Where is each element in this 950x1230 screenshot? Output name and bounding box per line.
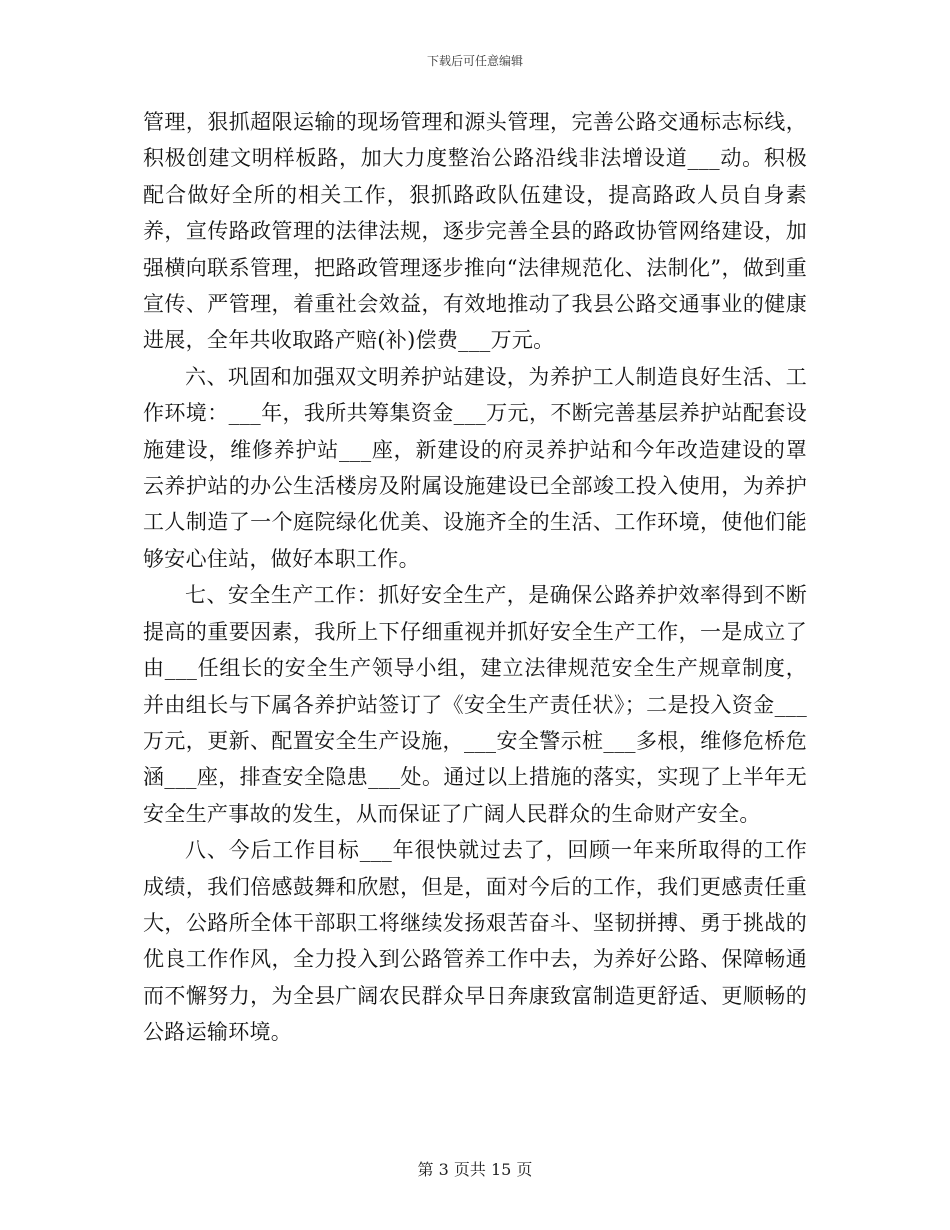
paragraph-safety-production: 七、安全生产工作：抓好安全生产，是确保公路养护效率得到不断提高的重要因素，我所上下仔细重视并抓好安全生产工作，一是成立了由___任组长的安全生产领导小组，建立法律规范安全生产规章制度，并由组长与下属各养护站签订了《安全生产责任状》；二是投入资金___万元，更新、配置安全生产设施，___安全警示桩___多根，维修危桥危涵___座，排查安全隐患___处。通过以上措施的落实，实现了上半年无安全生产事故的发生，从而保证了广阔人民群众的生命财产安全。 bbox=[143, 583, 807, 826]
paragraph-future-goals: 八、今后工作目标___年很快就过去了，回顾一年来所取得的工作成绩，我们倍感鼓舞和欣慰，但是，面对今后的工作，我们更感责任重大，公路所全体干部职工将继续发扬艰苦奋斗、坚韧拼搏、勇于挑战的优良工作作风，全力投入到公路管养工作中去，为养好公路、保障畅通而不懈努力，为全县广阔农民群众早日奔康致富制造更舒适、更顺畅的公路运输环境。 bbox=[143, 838, 807, 1045]
paragraph-maintenance-stations: 六、巩固和加强双文明养护站建设，为养护工人制造良好生活、工作环境：___年，我所共筹集资金___万元，不断完善基层养护站配套设施建设，维修养护站___座，新建设的府灵养护站和今年改造建设的罩云养护站的办公生活楼房及附属设施建设已全部竣工投入使用，为养护工人制造了一个庭院绿化优美、设施齐全的生活、工作环境，使他们能够安心住站，做好本职工作。 bbox=[143, 364, 807, 571]
paragraph-road-administration: 管理，狠抓超限运输的现场管理和源头管理，完善公路交通标志标线，积极创建文明样板路，加大力度整治公路沿线非法增设道___动。积极配合做好全所的相关工作，狠抓路政队伍建设，提高路政人员自身素养，宣传路政管理的法律法规，逐步完善全县的路政协管网络建设，加强横向联系管理，把路政管理逐步推向“法律规范化、法制化”，做到重宣传、严管理，着重社会效益，有效地推动了我县公路交通事业的健康进展，全年共收取路产赔(补)偿费___万元。 bbox=[143, 110, 807, 353]
page-header: 下载后可任意编辑 bbox=[426, 54, 523, 68]
document-body bbox=[143, 104, 807, 1051]
page-number: 第 3 页共 15 页 bbox=[417, 1160, 533, 1179]
